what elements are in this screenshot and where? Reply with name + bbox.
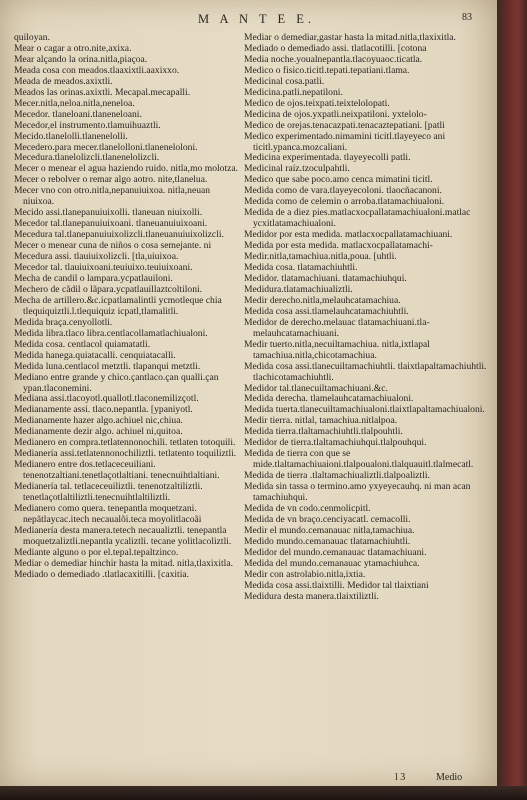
- dictionary-entry: Medida de vn codo.cenmolicpitl.: [244, 503, 371, 514]
- dictionary-entry: Medicinal raíz.tzoculpahtli.: [244, 164, 350, 175]
- right-column: [244, 33, 487, 603]
- dictionary-entry: Medida cosa assi.tlamelauhcatamachiuhtli.: [244, 306, 409, 317]
- dictionary-entry: Mecer.nitla,neloa.nitla,neneloa.: [14, 98, 135, 109]
- running-title: M A N T E E.: [198, 12, 315, 26]
- dictionary-entry: Medico que sabe poco.amo cenca mimatini ticitl.: [244, 175, 433, 186]
- dictionary-entry: Medida como de vara.tlayeyecoloni. tlaocñacanoni.: [244, 186, 442, 197]
- dictionary-entry: Mediado o demediado assi. tlatlacotilli. [cotona: [244, 43, 427, 54]
- dictionary-entry: Medianero entre dos.tetlaceceuiliani. tenenotzaltiani.tenetlaçotlaltiani. tenecnuihtlaltiani.: [14, 460, 220, 482]
- dictionary-entry: Medianero en compra.tetlatennonochili. tetlaten totoquili.: [14, 438, 236, 449]
- dictionary-entry: Mecedero.para mecer.tlanelolloni.tlaneneloloni.: [14, 142, 198, 153]
- dictionary-entry: Medicina de ojos.yxpatli.neixpatiloni. yxtelolo-: [244, 109, 427, 120]
- dictionary-entry: Medidor por esta medida. matlacxocpallatamachiuani.: [244, 230, 453, 241]
- dictionary-entry: Medicinal cosa.patli.: [244, 76, 325, 87]
- dictionary-entry: Mecha de candil o lampara.ycpatlauiloni.: [14, 273, 173, 284]
- dictionary-entry: Mechero de cãdil o lãpara.ycpatlauillaztcoltiloni.: [14, 284, 203, 295]
- dictionary-entry: Mecedor,el instrumento.tlamuihuaztli.: [14, 120, 161, 131]
- folio-number: 83: [462, 12, 472, 23]
- dictionary-entry: Medida cosa. centlacol quiamatatli.: [14, 339, 151, 350]
- dictionary-entry: Medida derecha. tlamelauhcatamachiualoni.: [244, 394, 414, 405]
- dictionary-entry: Medida braça.cenyollotli.: [14, 317, 113, 328]
- dictionary-entry: Medir con astrolabio.nitla,ixtia.: [244, 569, 366, 580]
- dictionary-entry: Medido mundo.cemanauac tlatamachiuhtli.: [244, 536, 411, 547]
- dictionary-entry: Medir tierra. nitlal, tamachiua.nitlalpoa.: [244, 416, 398, 427]
- dictionary-entry: Meada de meados.axixtli.: [14, 76, 113, 87]
- dictionary-entry: Mear alçando la orina.nitla,piaçoa.: [14, 54, 148, 65]
- dictionary-entry: Mecedura.tlanelolizcli.tlanenelolizcli.: [14, 153, 160, 164]
- dictionary-entry: Medida libra.tlaco libra.centlacollamatlachiualoni.: [14, 328, 208, 339]
- dictionary-entry: Mecedor. tlaneloani.tlaneneloani.: [14, 109, 142, 120]
- dictionary-entry: Medicina.patli.nepatiloni.: [244, 87, 343, 98]
- page-header: [0, 10, 497, 32]
- dictionary-entry: Medida cosa assi.tlaixtilli. Medidor tal tlaixtiani: [244, 580, 429, 591]
- dictionary-entry: Medida de tierra con que se mide.tlaltamachiuaioni.tlalpoualoni.tlalquauitl.tlalmecatl.: [244, 449, 474, 471]
- dictionary-entry: Medida luna.centlacol metztli. tlapanqui metztli.: [14, 361, 201, 372]
- dictionary-entry: Medida sin tassa o termino.amo yxyeyecauhq. ni man acan tamachiuhqui.: [244, 482, 471, 504]
- dictionary-entry: Mecedura tal.tlanepanuiuixolizcli.tlaneuanuiuixolizcli.: [14, 230, 224, 241]
- dictionary-entry: Mear o cagar a otro.nite,axixa.: [14, 43, 132, 54]
- dictionary-entry: Medir.nitla,tamachiua.nitla,poua. [uhtli.: [244, 252, 397, 263]
- dictionary-entry: Mecedor tal. tlauiuixoani.teuiuixo.teuiuixoani.: [14, 263, 193, 274]
- dictionary-entry: Mediana assi.tlacoyotl.quallotl.tlaconemilizçotl.: [14, 394, 199, 405]
- dictionary-entry: Medianería tal. tetlaceceuiliztli. tenenotzaltiliztli. tenetlaçotlaltiliztli.tenecnuihtlaltiliztli.: [14, 482, 203, 504]
- dictionary-entry: Medida cosa assi.tlanecuiltamachiuhtli. tlaixtlapaltamachiuhtli. tlachicotamachiuhtli.: [244, 361, 487, 383]
- dictionary-entry: Medico de ojos.teixpati.teixtelolopati.: [244, 98, 390, 109]
- dictionary-entry: Medico experimentado.nimamini ticitl.tlayeyeco ani ticitl.ypanca.mozcaliani.: [244, 131, 446, 153]
- dictionary-entry: Medidura.tlatamachiualiztli.: [244, 284, 353, 295]
- dictionary-entry: Medianero como quera. tenepantla moquetzani. nepãtlaycac.itech necaualõi.teca moyolitlacoãi: [14, 503, 202, 525]
- dictionary-entry: Medida cosa. tlatamachiuhtli.: [244, 263, 358, 274]
- dictionary-entry: quiloyan.: [14, 33, 50, 43]
- book-edge-right: [497, 0, 527, 800]
- dictionary-entry: Medicina experimentada. tlayeyecolli patli.: [244, 153, 411, 164]
- dictionary-entry: Medianería desta manera.tetech necaualiztli. tenepantla moquetzaliztli.nepantla ycaliztli. tecane yolitlacoliztli.: [14, 525, 232, 547]
- dictionary-entry: Medida de tierra .tlaltamachiualiztli.tlalpoaliztli.: [244, 471, 430, 482]
- catchword: Medio: [436, 772, 463, 783]
- dictionary-entry: Medida tuerta.tlanecuiltamachiualoni.tlaixtlapaltamachiualoni.: [244, 405, 485, 416]
- dictionary-entry: Mediano entre grande y chico.çantlaco.çan qualli.çan ypan.tlaconemini.: [14, 372, 219, 394]
- dictionary-entry: Mecido.tlanelolli.tlanenelolli.: [14, 131, 128, 142]
- dictionary-entry: Mecer vno con otro.nitla,nepanuiuixoa. nitla,neuan niuixoa.: [14, 186, 211, 208]
- dictionary-entry: Mecedor tal.tlanepanuiuixoani. tlaneuanuiuixoani.: [14, 219, 208, 230]
- dictionary-entry: Medida como de celemin o arroba.tlatamachiualoni.: [244, 197, 445, 208]
- dictionary-entry: Mediar o demediar hinchir hasta la mitad. nitla,tlaxixitla.: [14, 558, 233, 569]
- dictionary-entry: Meados las orinas.axixtli. Mecapal.mecapalli.: [14, 87, 191, 98]
- dictionary-entry: Mediante alguno o por el.tepal.tepaltzinco.: [14, 547, 179, 558]
- dictionary-entry: Medianería assi.tetlatennonochiliztli. tetlatento toquiliztli.: [14, 449, 237, 460]
- dictionary-entry: Mecido assi.tlanepanuiuixolli. tlaneuan niuixolli.: [14, 208, 203, 219]
- dictionary-entry: Medidor del mundo.cemanauac tlatamachiuani.: [244, 547, 427, 558]
- dictionary-entry: Medidor. tlatamachiuani. tlatamachiuhqui.: [244, 273, 407, 284]
- dictionary-entry: Medianamente assi. tlaco.nepantla. [ypaniyotl.: [14, 405, 193, 416]
- dictionary-entry: Medidor de derecho.melauac tlatamachiuani.tla-melauhcatamachiuani.: [244, 317, 430, 339]
- dictionary-entry: Medidor tal.tlanecuiltamachiuani.&c.: [244, 383, 388, 394]
- dictionary-entry: Medir el mundo.cemanauac nitla,tamachiua.: [244, 525, 415, 536]
- dictionary-entry: Medida tierra.tlaltamachiuhtli.tlalpouhtli.: [244, 427, 403, 438]
- dictionary-entry: Media noche.youalnepantla.tlacoyuaoc.ticatla.: [244, 54, 423, 65]
- dictionary-entry: Medida hanega.quiatacalli. cenquiatacalli.: [14, 350, 176, 361]
- dictionary-entry: Medidura desta manera.tlaixtiliztli.: [244, 591, 379, 602]
- dictionary-entry: Mediar o demediar,gastar hasta la mitad.nitla,tlaxixitla.: [244, 33, 456, 43]
- left-column: [14, 33, 240, 581]
- dictionary-entry: Medir derecho.nitla,melauhcatamachiua.: [244, 295, 401, 306]
- dictionary-entry: Medidor de tierra.tlaltamachiuhqui.tlalpouhqui.: [244, 438, 427, 449]
- dictionary-entry: Medianamente dezir algo. achiuel ni,quitoa.: [14, 427, 183, 438]
- dictionary-entry: Mecedura assi. tlauiuixolizcli. [tla,uiuixoa.: [14, 252, 179, 263]
- dictionary-entry: Mediado o demediado .tlatlacaxitilli. [caxitia.: [14, 569, 190, 580]
- dictionary-entry: Medianamente hazer algo.achiuel nic,chiua.: [14, 416, 183, 427]
- dictionary-entry: Medir tuerto.nitla,necuiltamachiua. nitla,ixtlapal tamachiua.nitla,chicotamachiua.: [244, 339, 430, 361]
- dictionary-entry: Mecha de artillero.&c.icpatlamalintli ycmotleque chia tlequiquiztli.l.tlequiquiz icpatl,tlamalitli.: [14, 295, 222, 317]
- dictionary-entry: Mecer o menear el agua haziendo ruido. nitla,mo molotza.: [14, 164, 239, 175]
- dictionary-entry: Medico o fisico.ticitl.tepati.tepatiani.tlama.: [244, 65, 410, 76]
- dictionary-entry: Medida por esta medida. matlacxocpallatamachi-: [244, 241, 433, 252]
- dictionary-entry: Mecer o menear cuna de niños o cosa semejante. ni: [14, 241, 212, 252]
- dictionary-entry: Medico de orejas.tenacazpati.tenacaztepatiani. [patli: [244, 120, 445, 131]
- dictionary-entry: Medida de a diez pies.matlacxocpallatamachiualoni.matlac ycxitlatamachiualoni.: [244, 208, 471, 230]
- page-footer: [0, 772, 497, 784]
- dictionary-entry: Meada cosa con meados.tlaaxixtli.aaxixxo.: [14, 65, 180, 76]
- book-edge-bottom: [0, 786, 527, 800]
- dictionary-entry: Medida de vn braço.cenciyacatl. cemacolli.: [244, 514, 411, 525]
- dictionary-entry: Medida del mundo.cemanauac ytamachiuhca.: [244, 558, 420, 569]
- dictionary-entry: Mecer o rebolver o remar algo aotro. nite,tlanelua.: [14, 175, 208, 186]
- signature-mark: l 3: [395, 772, 406, 783]
